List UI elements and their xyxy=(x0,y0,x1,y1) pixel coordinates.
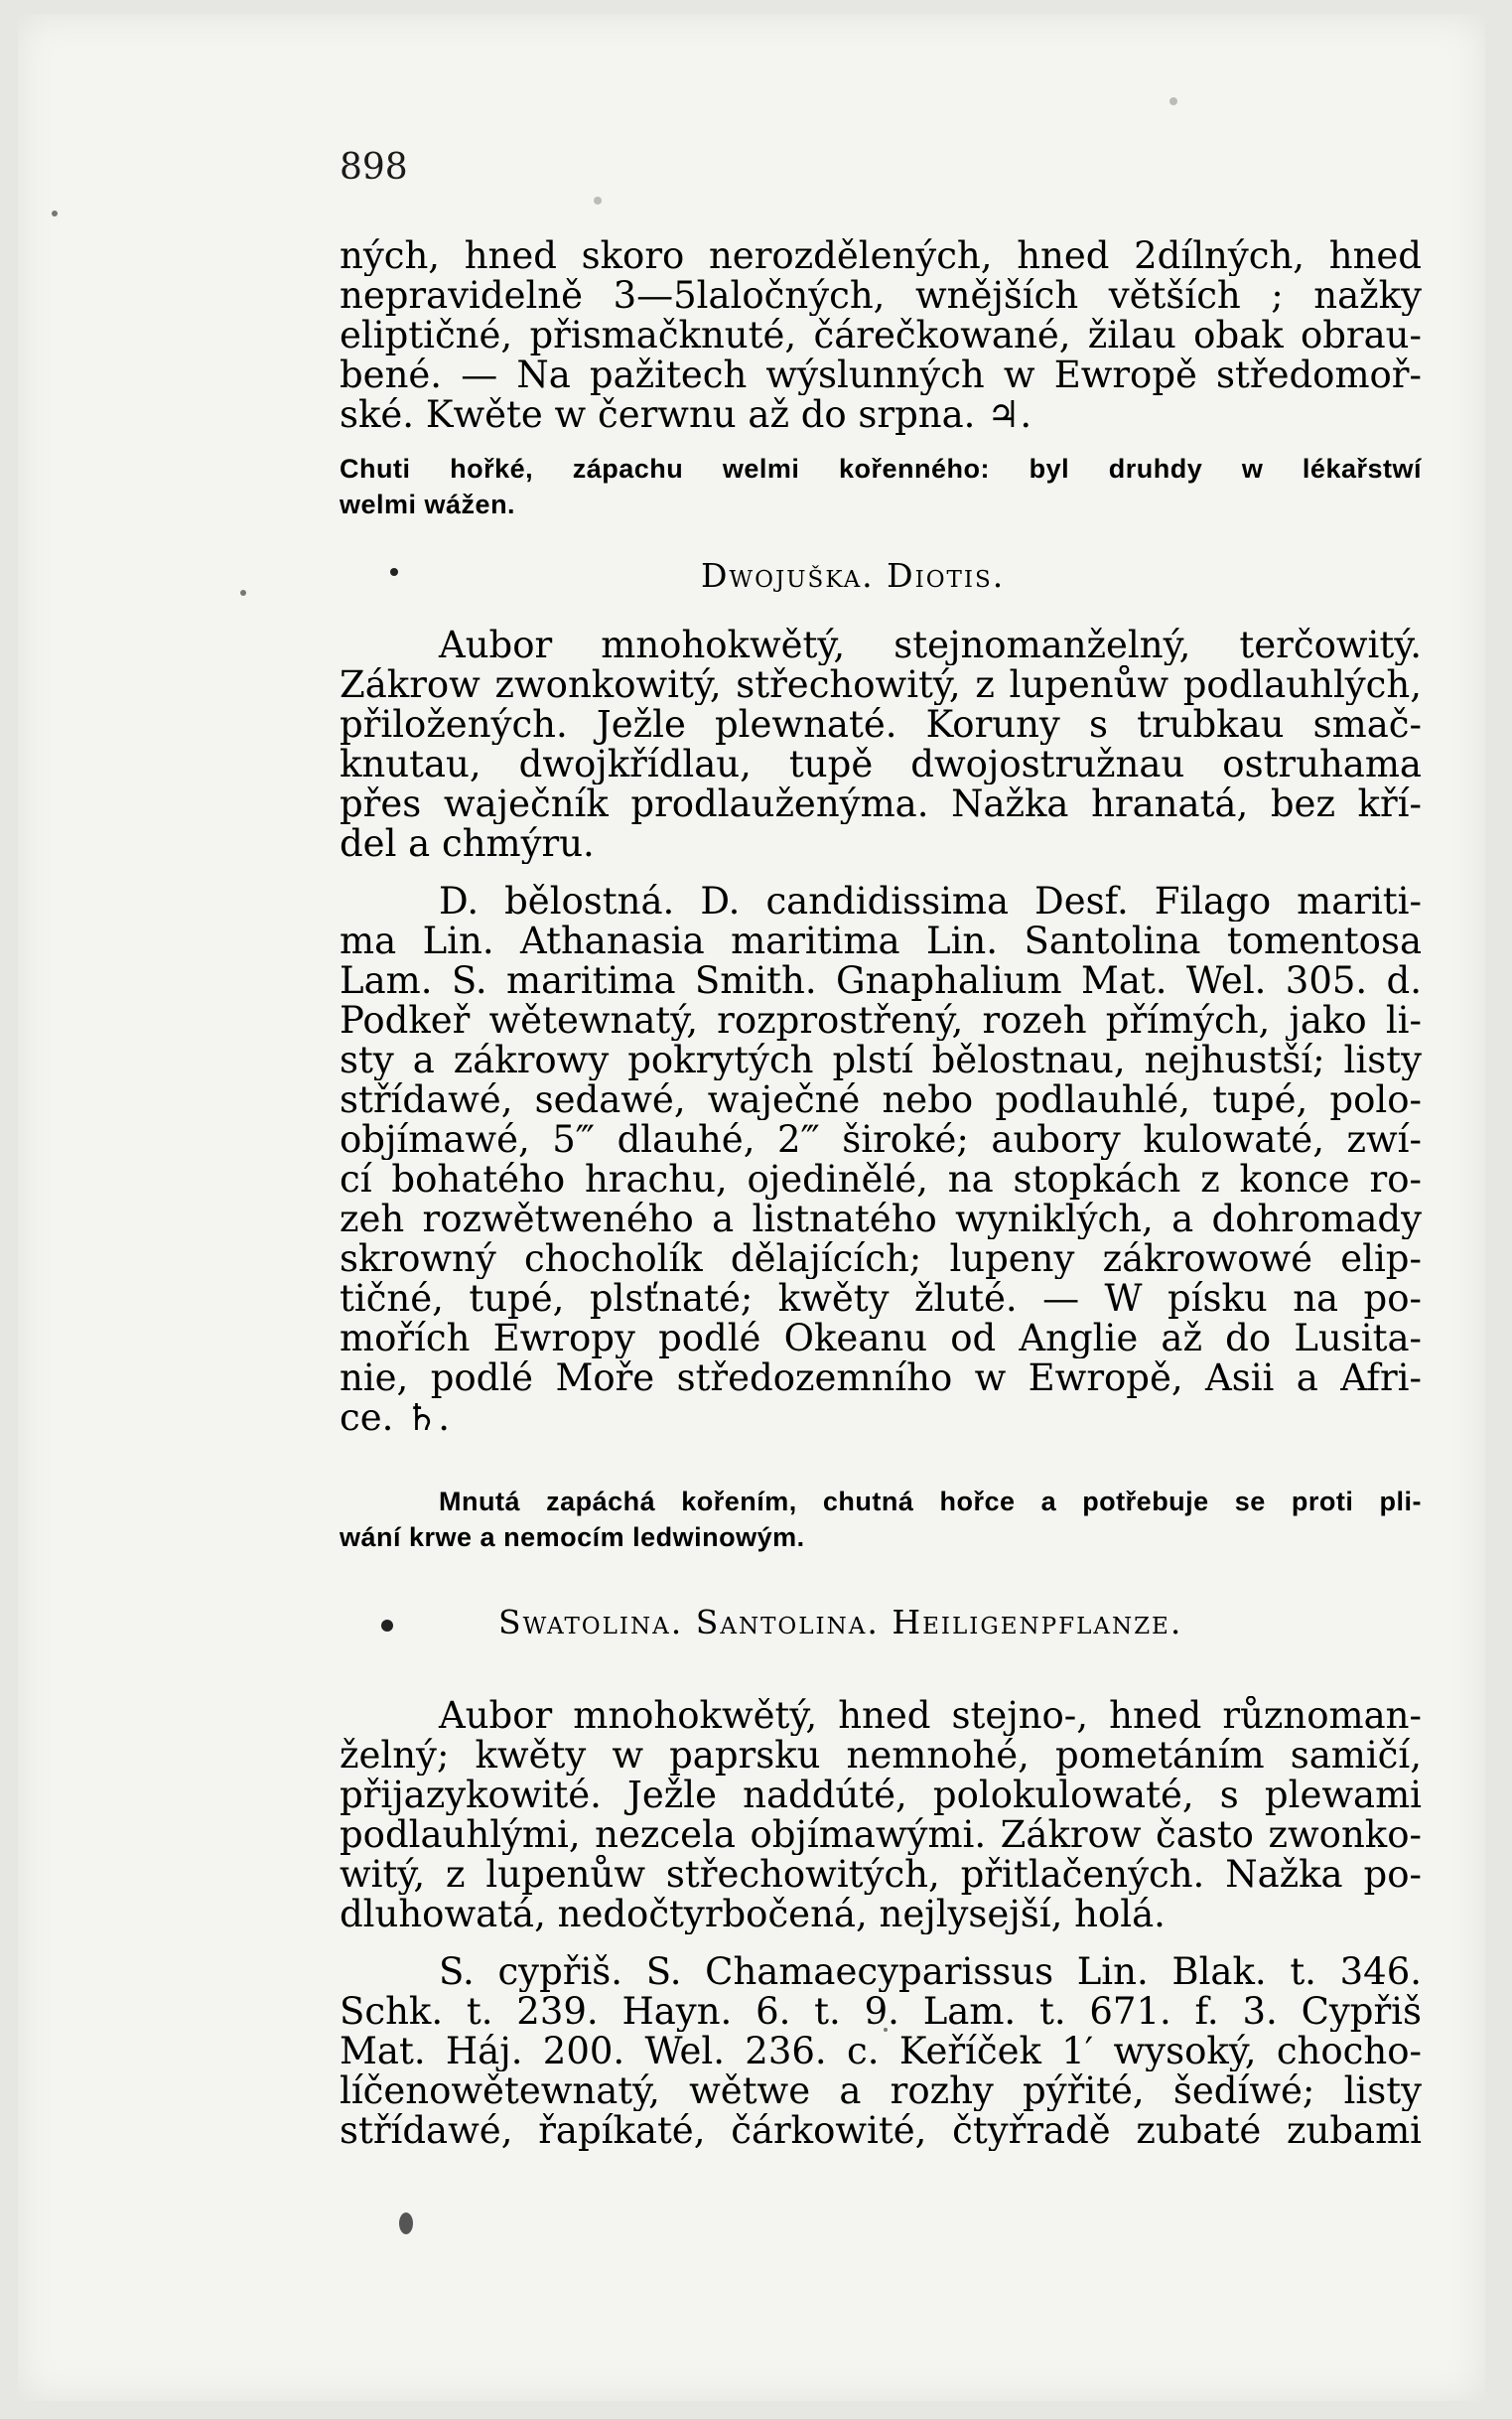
text-line: nepravidelně 3—5laločných, wnějších větších ; nažky xyxy=(340,276,1422,316)
note-line: Chuti hořké, zápachu welmi kořenného: byl druhdy w lékařstwí xyxy=(340,454,1422,484)
text-line: sty a zákrowy pokrytých plstí bělostnau, nejhustší; listy xyxy=(340,1041,1422,1080)
text-line: podlauhlými, nezcela objímawými. Zákrow často zwonko- xyxy=(340,1815,1422,1855)
text-line: cí bohatého hrachu, ojedinělé, na stopkách z konce ro- xyxy=(340,1160,1422,1200)
text-line: přiložených. Ježle plewnaté. Koruny s trubkau smač- xyxy=(340,705,1422,745)
scan-speck xyxy=(52,211,58,216)
scan-speck xyxy=(594,197,602,205)
text-line: objímawé, 5‴ dlauhé, 2‴ široké; aubory kulowaté, zwí- xyxy=(340,1120,1422,1160)
text-line: witý, z lupenůw střechowitých, přitlačených. Nažka po- xyxy=(340,1855,1422,1895)
text-line: mořích Ewropy podlé Okeanu od Anglie až do Lusita- xyxy=(340,1319,1422,1358)
text-line: bené. — Na pažitech wýslunných w Ewropě středomoř- xyxy=(340,356,1422,395)
section-heading: Dwojuška. Diotis. xyxy=(701,556,1006,595)
note-line: welmi wážen. xyxy=(340,490,516,519)
text-line: ných, hned skoro nerozdělených, hned 2dílných, hned xyxy=(340,236,1422,276)
text-line: ce. ♄. xyxy=(340,1398,451,1438)
text-line: Zákrow zwonkowitý, střechowitý, z lupenůw podlauhlých, xyxy=(340,665,1422,705)
text-line: Aubor mnohokwětý, stejnomanželný, terčowitý. xyxy=(439,626,1422,665)
text-line: zeh rozwětweného a listnatého wyniklých, a dohromady xyxy=(340,1200,1422,1239)
text-line: líčenowětewnatý, wětwe a rozhy pýřité, šedíwé; listy xyxy=(340,2071,1422,2111)
text-line: skrowný chocholík dělajících; lupeny zákrowowé elip- xyxy=(340,1239,1422,1279)
text-line: střídawé, řapíkaté, čárkowité, čtyřradě zubaté zubami xyxy=(340,2111,1422,2151)
scan-speck xyxy=(240,590,246,596)
text-line: nie, podlé Moře středozemního w Ewropě, Asii a Afri- xyxy=(340,1358,1422,1398)
text-line: eliptičné, přismačknuté, čárečkowané, žilau obak obrau- xyxy=(340,316,1422,356)
text-line: del a chmýru. xyxy=(340,824,595,864)
text-line: tičné, tupé, plsťnaté; kwěty žluté. — W písku na po- xyxy=(340,1279,1422,1319)
text-line: Lam. S. maritima Smith. Gnaphalium Mat. Wel. 305. d. xyxy=(340,961,1422,1001)
bullet-mark xyxy=(381,1620,393,1632)
page-number: 898 xyxy=(340,147,408,188)
scan-speck xyxy=(399,2212,413,2234)
text-line: želný; kwěty w paprsku nemnohé, pometáním samičí, xyxy=(340,1736,1422,1776)
text-line: střídawé, sedawé, waječné nebo podlauhlé, tupé, polo- xyxy=(340,1080,1422,1120)
text-line: S. cypřiš. S. Chamaecyparissus Lin. Blak. t. 346. xyxy=(439,1952,1422,1992)
text-line: Schk. t. 239. Hayn. 6. t. 9. Lam. t. 671. f. 3. Cypřiš xyxy=(340,1992,1422,2032)
text-line: Mat. Háj. 200. Wel. 236. c. Keříček 1′ wysoký, chocho- xyxy=(340,2032,1422,2071)
scan-speck xyxy=(1169,97,1177,105)
bullet-mark xyxy=(390,568,398,576)
text-line: knutau, dwojkřídlau, tupě dwojostružnau ostruhama xyxy=(340,745,1422,784)
text-line: D. bělostná. D. candidissima Desf. Filago mariti- xyxy=(439,882,1422,922)
text-line: přijazykowité. Ježle naddúté, polokulowaté, s plewami xyxy=(340,1776,1422,1815)
text-line: ské. Kwěte w čerwnu až do srpna. ♃. xyxy=(340,395,1032,435)
text-line: ma Lin. Athanasia maritima Lin. Santolina tomentosa xyxy=(340,922,1422,961)
text-line: dluhowatá, nedočtyrbočená, nejlysejší, holá. xyxy=(340,1895,1166,1934)
text-line: Aubor mnohokwětý, hned stejno-, hned různoman- xyxy=(439,1696,1422,1736)
note-line: Mnutá zapáchá kořením, chutná hořce a potřebuje se proti pli- xyxy=(439,1487,1422,1516)
note-line: wání krwe a nemocím ledwinowým. xyxy=(340,1522,805,1552)
text-line: přes waječník prodlauženýma. Nažka hranatá, bez kří- xyxy=(340,784,1422,824)
section-heading: Swatolina. Santolina. Heiligenpflanze. xyxy=(498,1603,1183,1641)
text-line: Podkeř wětewnatý, rozprostřený, rozeh přímých, jako li- xyxy=(340,1001,1422,1041)
